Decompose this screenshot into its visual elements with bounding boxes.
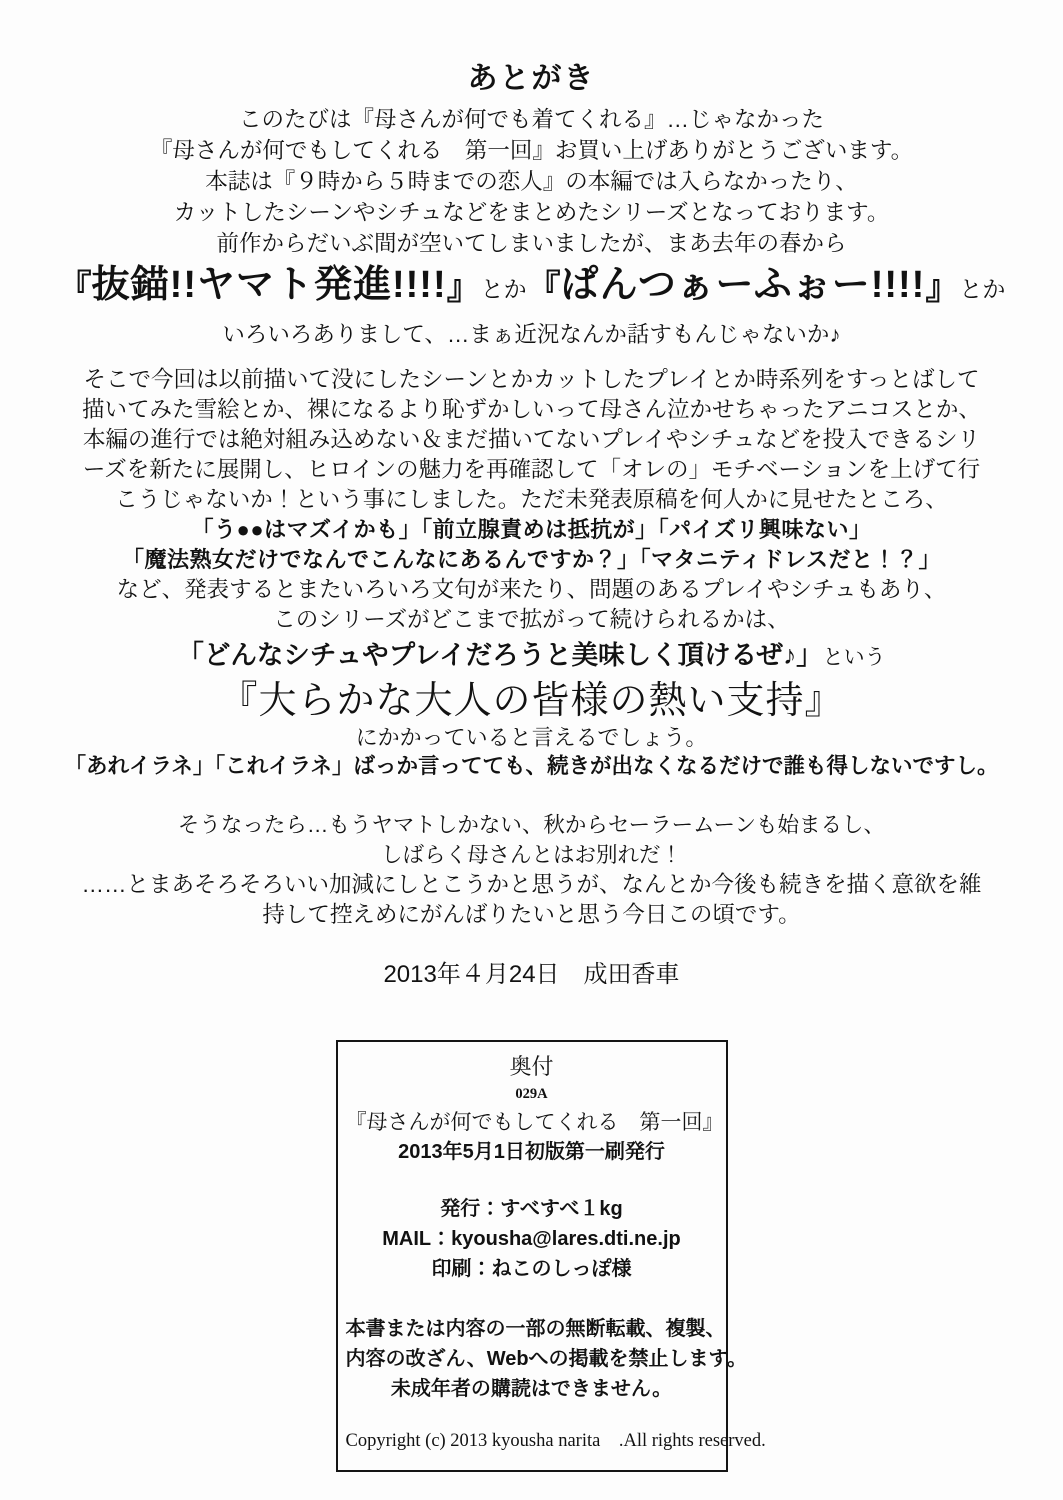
warning-line: 「あれイラネ」「これイラネ」ばっか言ってても、続きが出なくなるだけで誰も得しないですし。 [64, 754, 999, 778]
body-line: こうじゃないか！という事にしました。ただ未発表原稿を何人かに見せたところ、 [115, 487, 948, 512]
colophon-notice-line: 本書または内容の一部の無断転載、複製、 [345, 1318, 726, 1340]
intro-line: このたびは『母さんが何でも着てくれる』…じゃなかった [238, 107, 824, 132]
colophon-book-title: 『母さんが何でもしてくれる 第一回』 [345, 1110, 724, 1134]
colophon-publisher-block [346, 1194, 718, 1284]
colophon-printer: 印刷：ねこのしっぽ様 [431, 1258, 632, 1280]
support-tail: にかかっていると言えるでしょう。 [355, 725, 708, 750]
intro-line: 『母さんが何でもしてくれる 第一回』お買い上げありがとうございます。 [149, 138, 914, 163]
main-paragraph [0, 365, 1063, 515]
outro-line: しばらく母さんとはお別れだ！ [380, 843, 682, 867]
motto-tail: という [822, 646, 886, 669]
complaint-line: 「魔法熟女だけでなんでこんなにあるんですか？」「マタニティドレスだと！？」 [121, 547, 942, 572]
outro-line: 持して控えめにがんばりたいと思う今日この頃です。 [262, 902, 801, 927]
work-title-yamato: 抜錨!!ヤマト発進!!!! [91, 264, 447, 306]
outro-line: ……とまあそろそろいい加減にしとこうかと思うが、なんとか今後も続きを描く意欲を維 [81, 872, 982, 897]
headline-tail: いろいろありまして、…まぁ近況なんか話すもんじゃないか♪ [222, 322, 841, 347]
complaint-quotes [0, 515, 1063, 575]
body-line: このシリーズがどこまで拡がって続けられるかは、 [273, 607, 790, 632]
colophon-edition: 2013年5月1日初版第一刷発行 [398, 1141, 665, 1163]
body-line: そこで今回は以前描いて没にしたシーンとかカットしたプレイとか時系列をすっとばして [83, 367, 980, 392]
colophon-publisher: 発行：すべすべ１kg [440, 1198, 623, 1220]
works-headline [0, 260, 1063, 318]
bracket-close: 』 [446, 269, 481, 307]
body-line: 描いてみた雪絵とか、裸になるより恥ずかしいって母さん泣かせちゃったアニコスとか、 [82, 397, 981, 422]
colophon-mail: MAIL：kyousha@lares.dti.ne.jp [382, 1228, 681, 1250]
toka-text: とか [959, 276, 1006, 302]
work-title-panzer: ぱんつぁーふぉー!!!! [560, 264, 926, 306]
complaint-line: 「う●●はマズイかも」「前立腺責めは抵抗が」「パイズリ興味ない」 [191, 517, 872, 542]
body-line: ーズを新たに展開し、ヒロインの魅力を再確認して「オレの」モチベーションを上げて行 [82, 457, 981, 482]
bracket-close: 』 [925, 269, 960, 307]
colophon-notice-line: 内容の改ざん、Webへの掲載を禁止します。 [345, 1348, 747, 1370]
intro-line: 本誌は『９時から５時までの恋人』の本編では入らなかったり、 [205, 169, 858, 194]
bracket-open: 『 [526, 269, 561, 307]
intro-paragraph [0, 104, 1063, 259]
motto-line [0, 637, 1063, 678]
date-signature: 2013年４月24日 成田香車 [383, 961, 680, 988]
continuation-paragraph [0, 575, 1063, 635]
motto-quote: 「どんなシチュやプレイだろうと美味しく頂けるぜ♪」 [177, 640, 823, 670]
colophon-notice-block [345, 1314, 747, 1404]
colophon-box [336, 1040, 766, 1472]
bracket-open: 『 [57, 269, 92, 307]
body-line: 本編の進行では絶対組み込めない＆まだ描いてないプレイやシチュなどを投入できるシリ [82, 427, 981, 452]
outro-line: そうなったら…もうヤマトしかない、秋からセーラームーンも始まるし、 [177, 813, 886, 837]
body-line: など、発表するとまたいろいろ文句が来たり、問題のあるプレイやシチュもあり、 [116, 577, 947, 602]
colophon-copyright: Copyright (c) 2013 kyousha narita .All rights reserved. [345, 1431, 766, 1451]
intro-line: 前作からだいぶ間が空いてしまいましたが、まあ去年の春から [216, 231, 847, 256]
colophon-notice-line: 未成年者の購読はできません。 [390, 1378, 673, 1400]
support-slogan: 『大らかな大人の皆様の熱い支持』 [219, 680, 844, 722]
page-title: あとがき [467, 62, 596, 95]
toka-text: とか [480, 276, 527, 302]
colophon-code: 029A [515, 1086, 548, 1102]
outro-paragraph [0, 810, 1063, 930]
colophon-heading: 奥付 [509, 1054, 554, 1079]
intro-line: カットしたシーンやシチュなどをまとめたシリーズとなっております。 [173, 200, 890, 225]
